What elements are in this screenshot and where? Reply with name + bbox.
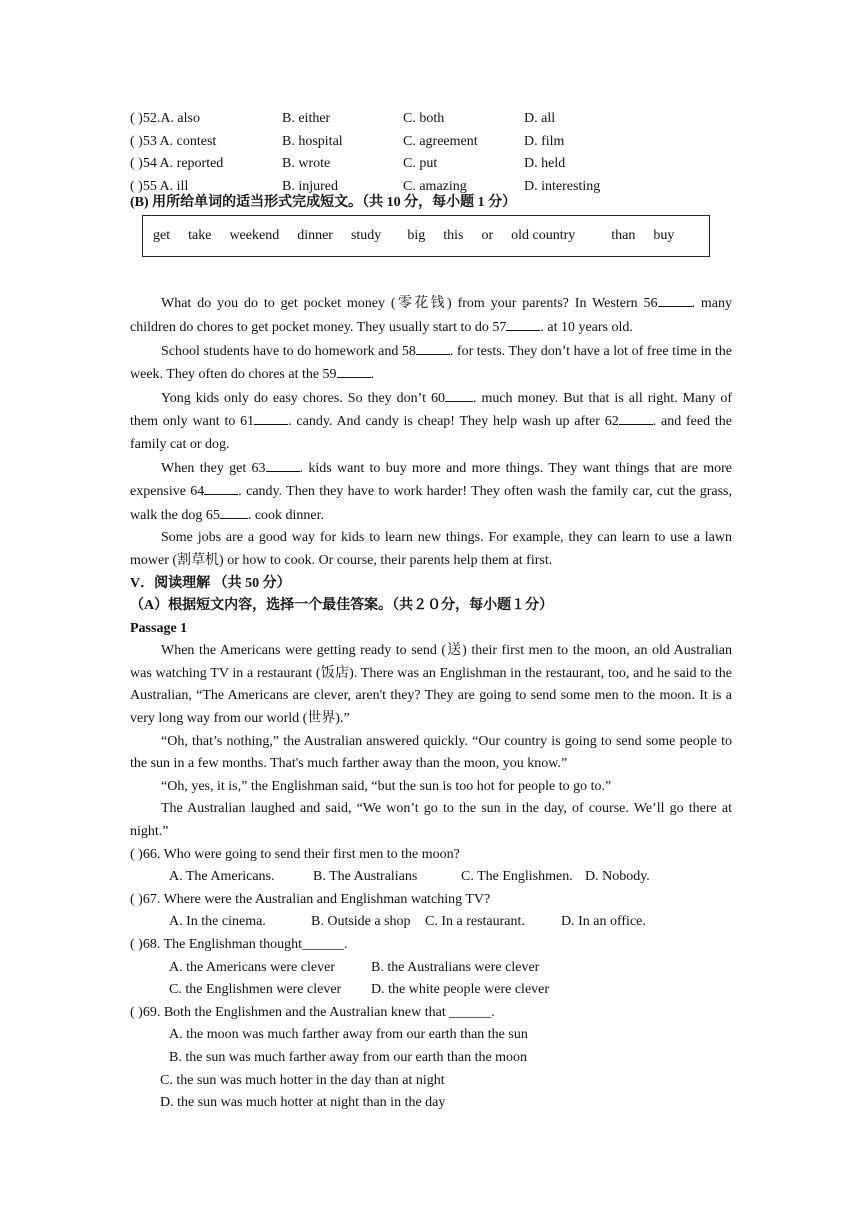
mc-row-52 [130, 108, 732, 131]
option-d[interactable]: D. the white people were clever [371, 982, 550, 998]
answer-blank-64[interactable] [204, 480, 238, 495]
cloze-text: . candy. And candy is cheap! They help wash up after 62 [288, 414, 619, 430]
word-box-item: big [407, 228, 426, 244]
word-box-item: weekend [229, 228, 280, 244]
cloze-paragraph-4 [130, 457, 732, 528]
mc-option-d: D. film [524, 133, 565, 149]
mc-stem: ( )54 A. reported [130, 156, 224, 172]
passage-paragraph-1: When the Americans were getting ready to send (送) their first men to the moon, an old Australian was watching TV in a restaurant (饭店). There was an Englishman in the restaurant, too, and he said to the Australian, “The Americans are clever, aren't they? They are going to send some men to the moon. It is a very long way from our world (世界).” [130, 643, 732, 727]
word-box-item: this [443, 228, 464, 244]
option-a[interactable]: A. The Americans. [169, 869, 275, 885]
cloze-text: . candy. Then they have to work harder! They often wash the family car, cut the grass, walk the dog 65 [130, 484, 732, 523]
option-c[interactable]: C. the sun was much hotter in the day than at night [160, 1072, 445, 1088]
answer-blank-65[interactable] [220, 504, 248, 519]
answer-blank-57[interactable] [506, 316, 540, 331]
mc-option-d: D. all [524, 111, 556, 126]
mc-option-b: B. injured [282, 178, 338, 194]
word-box-item: or [481, 228, 494, 244]
cloze-text: . for tests. They don’t have a lot of free time in the week. They often do chores at the 59 [130, 343, 732, 383]
word-box [142, 215, 710, 257]
question-69: ( )69. Both the Englishmen and the Australian knew that ______. [130, 1004, 495, 1020]
mc-option-d: D. interesting [524, 178, 601, 194]
question-68: ( )68. The Englishman thought______. [130, 937, 348, 952]
question-66-options [130, 866, 732, 889]
word-box-item: buy [653, 228, 675, 244]
mc-option-c: C. both [403, 111, 445, 126]
cloze-paragraph-1 [130, 292, 732, 339]
mc-option-c: C. amazing [403, 178, 467, 194]
mc-stem: ( )55 A. ill [130, 178, 189, 194]
cloze-paragraph-2 [130, 340, 732, 387]
mc-option-b: B. hospital [282, 133, 343, 149]
word-box-item: old country [511, 228, 576, 244]
multiple-choice-block [130, 108, 732, 198]
question-67: ( )67. Where were the Australian and Englishman watching TV? [130, 891, 491, 907]
option-a[interactable]: A. the moon was much farther away from our earth than the sun [169, 1027, 528, 1043]
option-d[interactable]: D. In an office. [561, 914, 646, 930]
answer-blank-56[interactable] [658, 292, 692, 307]
section-b-title: (B) 用所给单词的适当形式完成短文。（共 10 分，每小题 1 分） [130, 195, 517, 211]
mc-option-b: B. either [282, 111, 331, 126]
cloze-text: . kids want to buy more and more things. They want things that are more expensive 64 [130, 460, 732, 500]
passage-paragraph-3: “Oh, yes, it is,” the Englishman said, “but the sun is too hot for people to go to.” [161, 778, 612, 794]
cloze-text: . [370, 367, 375, 383]
question-68-options-cd [130, 979, 732, 1002]
word-box-item: dinner [297, 228, 333, 244]
passage-paragraph-2: “Oh, that’s nothing,” the Australian answered quickly. “Our country is going to send some people to the sun in a few months. That's much farther away than the moon, you know.” [130, 733, 732, 772]
word-box-item: take [188, 228, 212, 244]
option-b[interactable]: B. the sun was much farther away from our earth than the moon [169, 1049, 528, 1065]
answer-blank-62[interactable] [619, 410, 653, 425]
mc-stem: ( )52.A. also [130, 111, 200, 126]
cloze-text: . and feed the family cat or dog. [130, 414, 732, 452]
answer-blank-61[interactable] [254, 410, 288, 425]
option-a[interactable]: A. the Americans were clever [169, 959, 335, 975]
mc-stem: ( )53 A. contest [130, 133, 217, 149]
option-b[interactable]: B. Outside a shop [311, 914, 411, 930]
cloze-text: . many children do chores to get pocket money. They usually start to do 57 [130, 296, 732, 335]
worksheet-page [130, 108, 732, 1115]
option-b[interactable]: B. the Australians were clever [371, 959, 540, 975]
answer-blank-63[interactable] [266, 457, 300, 472]
mc-option-c: C. agreement [403, 133, 478, 149]
answer-blank-60[interactable] [445, 387, 473, 402]
cloze-paragraph-3 [130, 387, 732, 457]
mc-row-54 [130, 153, 732, 176]
option-a[interactable]: A. In the cinema. [169, 914, 266, 930]
question-68-options-ab [130, 957, 732, 980]
mc-option-d: D. held [524, 156, 566, 172]
cloze-text: . much money. But that is all right. Many of them only want to 61 [130, 390, 732, 430]
cloze-text: What do you do to get pocket money (零花钱) from your parents? In Western 56 [161, 296, 658, 312]
option-c[interactable]: C. In a restaurant. [425, 914, 525, 930]
cloze-text: Yong kids only do easy chores. So they don’t 60 [161, 390, 445, 406]
option-c[interactable]: C. The Englishmen. [461, 869, 573, 885]
question-67-options [130, 911, 732, 934]
passage-paragraph-4: The Australian laughed and said, “We won’t go to the sun in the day, of course. We’ll go there at night.” [130, 801, 732, 840]
section-a-title: （A）根据短文内容，选择一个最佳答案。（共２０分，每小题１分） [130, 598, 554, 614]
cloze-paragraph-5: Some jobs are a good way for kids to learn new things. For example, they can learn to use a lawn mower (割草机) or how to cook. Or course, their parents help them at first. [130, 530, 732, 568]
mc-option-b: B. wrote [282, 156, 331, 172]
cloze-text: . cook dinner. [247, 507, 325, 523]
cloze-text: When they get 63 [161, 460, 266, 476]
option-c[interactable]: C. the Englishmen were clever [169, 982, 342, 998]
option-b[interactable]: B. The Australians [313, 869, 418, 885]
word-box-item: than [611, 228, 636, 244]
section-v-title: V．阅读理解 （共 50 分） [130, 575, 291, 591]
question-66: ( )66. Who were going to send their first men to the moon? [130, 846, 460, 862]
word-box-item: study [350, 228, 382, 244]
passage-label: Passage 1 [130, 620, 188, 636]
cloze-text: . at 10 years old. [540, 319, 633, 335]
option-d[interactable]: D. Nobody. [585, 869, 650, 885]
mc-option-c: C. put [403, 156, 438, 172]
mc-row-53 [130, 131, 732, 154]
word-box-item: get [153, 228, 171, 244]
cloze-text: School students have to do homework and 58 [161, 343, 416, 359]
answer-blank-58[interactable] [416, 340, 450, 355]
option-d[interactable]: D. the sun was much hotter at night than in the day [160, 1095, 446, 1111]
answer-blank-59[interactable] [337, 363, 371, 378]
